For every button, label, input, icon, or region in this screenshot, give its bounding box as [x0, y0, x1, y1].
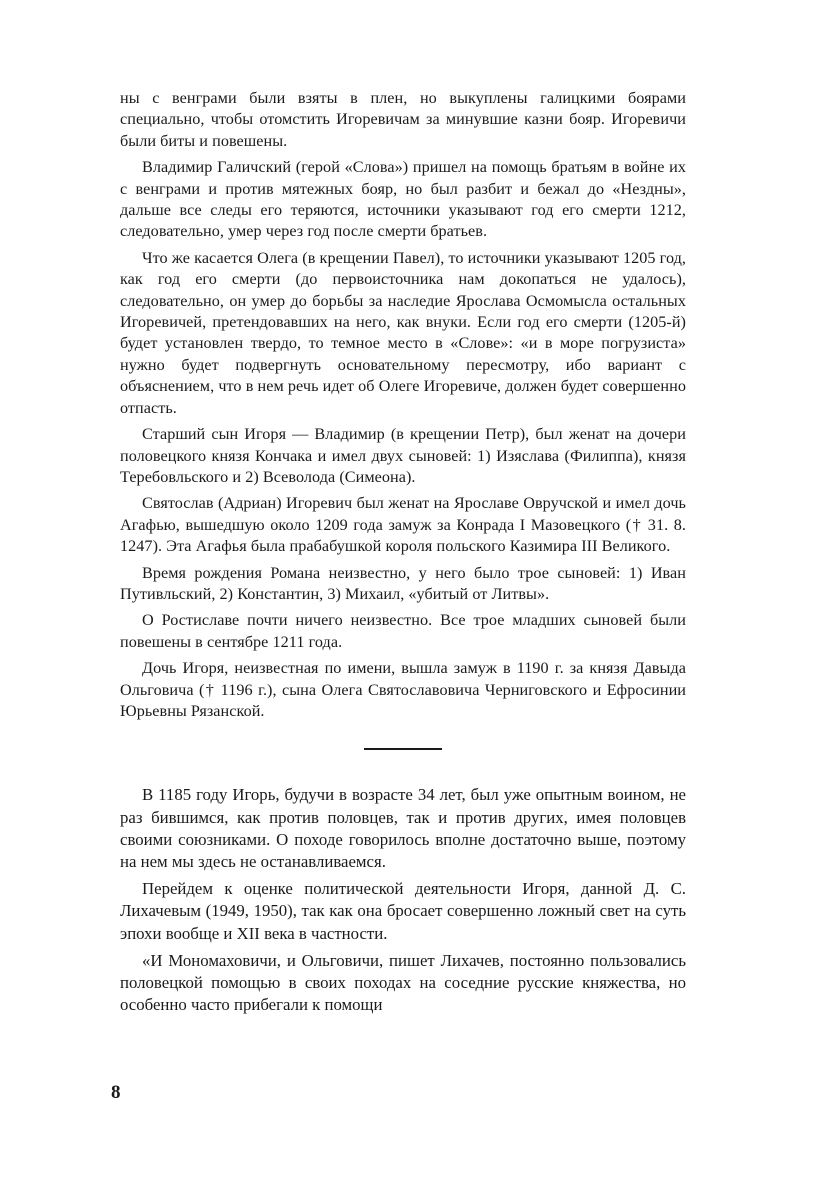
paragraph: Время рождения Романа неизвестно, у него было трое сыновей: 1) Иван Путивльский, 2) Константин, 3) Михаил, «убитый от Литвы». — [120, 563, 686, 603]
paragraph: Перейдем к оценке политической деятельности Игоря, данной Д. С. Лихачевым (1949, 1950), так как она бросает совершенно ложный свет на суть эпохи вообще и XII века в частности. — [120, 879, 686, 943]
paragraph: Дочь Игоря, неизвестная по имени, вышла замуж в 1190 г. за князя Давыда Ольговича († 1196 г.), сына Олега Святославовича Черниговского и Ефросинии Юрьевны Рязанской. — [120, 659, 686, 720]
paragraph: О Ростиславе почти ничего неизвестно. Все трое младших сыновей были повешены в сентябре 1211 года. — [120, 611, 686, 651]
book-page — [120, 88, 686, 1021]
paragraph: Что же касается Олега (в крещении Павел), то источники указывают 1205 год, как год его смерти (до первоисточника нам докопаться не удалось), следовательно, он умер до борьбы за наследие Ярослава Осмомысла остальных Игоревичей, претендовавших на него, как внуки. Если год его смерти (1205-й) будет установлен твердо, то темное место в «Слове»: «и в море погрузиста» нужно будет подвергнуть основательному пересмотру, ибо вариант с объяснением, что в нем речь идет об Олеге Игоревиче, должен будет совершенно отпасть. — [120, 248, 686, 417]
text-section-second — [120, 784, 686, 1016]
paragraph: «И Мономаховичи, и Ольговичи, пишет Лихачев, постоянно пользовались половецкой помощью в своих походах на соседние русские княжества, но особенно часто прибегали к помощи — [120, 950, 686, 1015]
paragraph: ны с венграми были взяты в плен, но выкуплены галицкими боярами специально, чтобы отомстить Игоревичам за минувшие казни бояр. Игоревичи были биты и повешены. — [120, 89, 686, 150]
paragraph: Святослав (Адриан) Игоревич был женат на Ярославе Овручской и имел дочь Агафью, вышедшую около 1209 года замуж за Конрада I Мазовецкого († 31. 8. 1247). Эта Агафья была прабабушкой короля польского Казимира III Великого. — [120, 494, 686, 556]
paragraph: Старший сын Игоря — Владимир (в крещении Петр), был женат на дочери половецкого князя Кончака и имел двух сыновей: 1) Изяслава (Филиппа), князя Теребовльского и 2) Всеволода (Симеона). — [120, 425, 686, 486]
text-section-first — [120, 88, 686, 722]
paragraph: В 1185 году Игорь, будучи в возрасте 34 лет, был уже опытным воином, не раз бившимся, как против половцев, так и против других, имея половцев своими союзниками. О походе говорилось вполне достаточно выше, поэтому на нем мы здесь не останавливаемся. — [120, 785, 686, 871]
page-number: 8 — [111, 1082, 121, 1103]
section-divider-rule — [364, 748, 442, 750]
paragraph: Владимир Галичский (герой «Слова») пришел на помощь братьям в войне их с венграми и против мятежных бояр, но был разбит и бежал до «Нездны», дальше все следы его теряются, источники указывают год его смерти 1212, следовательно, умер через год после смерти братьев. — [120, 158, 686, 241]
